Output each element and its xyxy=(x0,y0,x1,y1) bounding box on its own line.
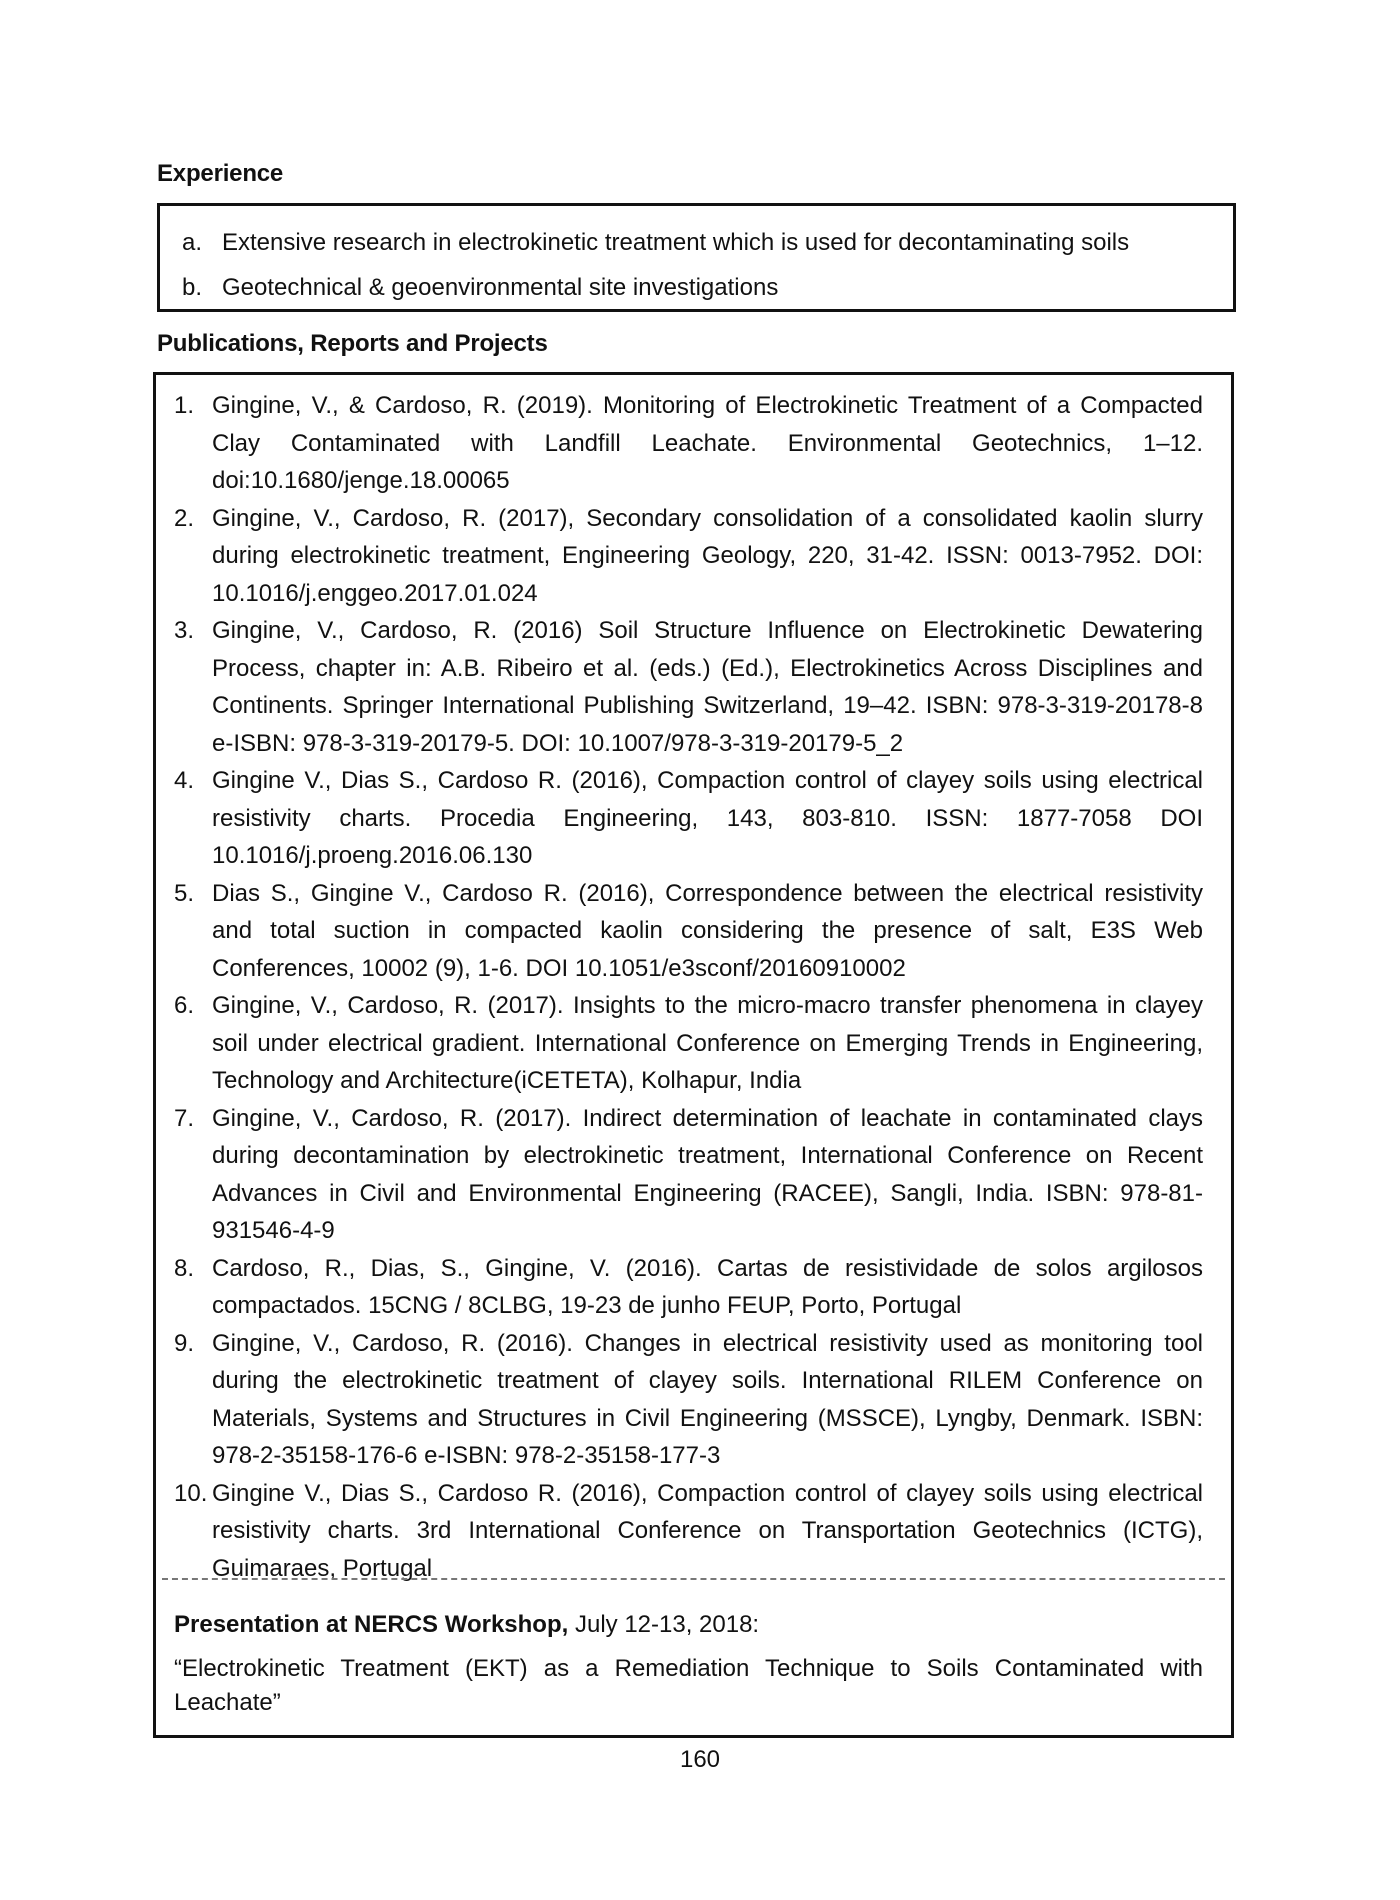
publication-item xyxy=(174,987,1203,1100)
publication-text: Gingine, V., Cardoso, R. (2017). Indirect determination of leachate in contaminated clays during decontamination by electrokinetic treatment, International Conference on Recent Advances in Civil and Environmental Engineering (RACEE), Sangli, India. ISBN: 978-81-931546-4-9 xyxy=(212,1104,1203,1244)
publication-number: 4. xyxy=(174,767,195,794)
experience-item-text: Geotechnical & geoenvironmental site investigations xyxy=(222,274,779,301)
publication-number: 6. xyxy=(174,992,195,1019)
publication-number: 1. xyxy=(174,392,195,419)
publication-text: Gingine, V., Cardoso, R. (2017), Secondary consolidation of a consolidated kaolin slurry during electrokinetic treatment, Engineering Geology, 220, 31-42. ISSN: 0013-7952. DOI: 10.1016/j.enggeo.2017.01.024 xyxy=(212,504,1203,607)
publication-item xyxy=(174,875,1203,988)
presentation-title: “Electrokinetic Treatment (EKT) as a Remediation Technique to Soils Contaminated with Leachate” xyxy=(174,1655,1203,1716)
publication-text: Dias S., Gingine V., Cardoso R. (2016), Correspondence between the electrical resistivity and total suction in compacted kaolin considering the presence of salt, E3S Web Conferences, 10002 (9), 1-6. DOI 10.1051/e3sconf/20160910002 xyxy=(212,879,1203,982)
publication-text: Gingine, V., & Cardoso, R. (2019). Monitoring of Electrokinetic Treatment of a Compacted Clay Contaminated with Landfill Leachate. Environmental Geotechnics, 1–12. doi:10.1680/jenge.18.00065 xyxy=(212,392,1203,494)
experience-box xyxy=(157,203,1236,312)
experience-heading: Experience xyxy=(157,160,284,187)
publications-box xyxy=(153,372,1234,1738)
experience-item-text: Extensive research in electrokinetic treatment which is used for decontaminating soils xyxy=(222,229,1130,256)
experience-item xyxy=(182,265,1129,310)
experience-item xyxy=(182,220,1129,265)
publication-item xyxy=(174,762,1203,875)
publication-number: 8. xyxy=(174,1254,195,1282)
publication-number: 2. xyxy=(174,504,195,532)
publication-text: Cardoso, R., Dias, S., Gingine, V. (2016). Cartas de resistividade de solos argilosos compactados. 15CNG / 8CLBG, 19-23 de junho FEUP, Porto, Portugal xyxy=(212,1254,1203,1319)
publication-item xyxy=(174,1100,1203,1250)
experience-list xyxy=(182,220,1129,310)
presentation-date: July 12-13, 2018: xyxy=(568,1611,760,1638)
publication-text: Gingine V., Dias S., Cardoso R. (2016), Compaction control of clayey soils using electrical resistivity charts. 3rd International Conference on Transportation Geotechnics (ICTG), Guimaraes, Portugal xyxy=(212,1479,1203,1582)
publication-item xyxy=(174,1475,1203,1588)
publication-text: Gingine, V., Cardoso, R. (2017). Insights to the micro-macro transfer phenomena in clayey soil under electrical gradient. International Conference on Emerging Trends in Engineering, Technology and Architecture(iCETETA), Kolhapur, India xyxy=(212,992,1203,1094)
publication-number: 7. xyxy=(174,1104,195,1132)
publication-item xyxy=(174,1250,1203,1325)
publication-number: 5. xyxy=(174,879,195,907)
publication-text: Gingine, V., Cardoso, R. (2016) Soil Structure Influence on Electrokinetic Dewatering Process, chapter in: A.B. Ribeiro et al. (eds.) (Ed.), Electrokinetics Across Disciplines and Continents. Springer International Publishing Switzerland, 19–42. ISBN: 978-3-319-20178-8 e-ISBN: 978-3-319-20179-5. DOI: 10.1007/978-3-319-20179-5_2 xyxy=(212,617,1203,757)
publications-list xyxy=(174,387,1203,1587)
publication-number: 3. xyxy=(174,617,195,644)
experience-item-marker: a. xyxy=(182,229,203,256)
publication-item xyxy=(174,612,1203,762)
presentation-label: Presentation at NERCS Workshop, xyxy=(174,1611,569,1638)
publication-item xyxy=(174,500,1203,613)
publication-item xyxy=(174,387,1203,500)
experience-item-marker: b. xyxy=(182,274,203,301)
publication-number: 9. xyxy=(174,1329,195,1357)
publication-item xyxy=(174,1325,1203,1475)
dashed-divider xyxy=(162,1578,1225,1580)
page-number: 160 xyxy=(679,1746,721,1773)
publication-number: 10. xyxy=(174,1479,208,1507)
publication-text: Gingine, V., Cardoso, R. (2016). Changes in electrical resistivity used as monitoring tool during the electrokinetic treatment of clayey soils. International RILEM Conference on Materials, Systems and Structures in Civil Engineering (MSSCE), Lyngby, Denmark. ISBN: 978-2-35158-176-6 e-ISBN: 978-2-35158-177-3 xyxy=(212,1329,1203,1469)
presentation-line xyxy=(174,1608,759,1642)
publications-heading: Publications, Reports and Projects xyxy=(157,330,548,357)
publication-text: Gingine V., Dias S., Cardoso R. (2016), Compaction control of clayey soils using electrical resistivity charts. Procedia Engineering, 143, 803-810. ISSN: 1877-7058 DOI 10.1016/j.proeng.2016.06.130 xyxy=(212,767,1203,869)
